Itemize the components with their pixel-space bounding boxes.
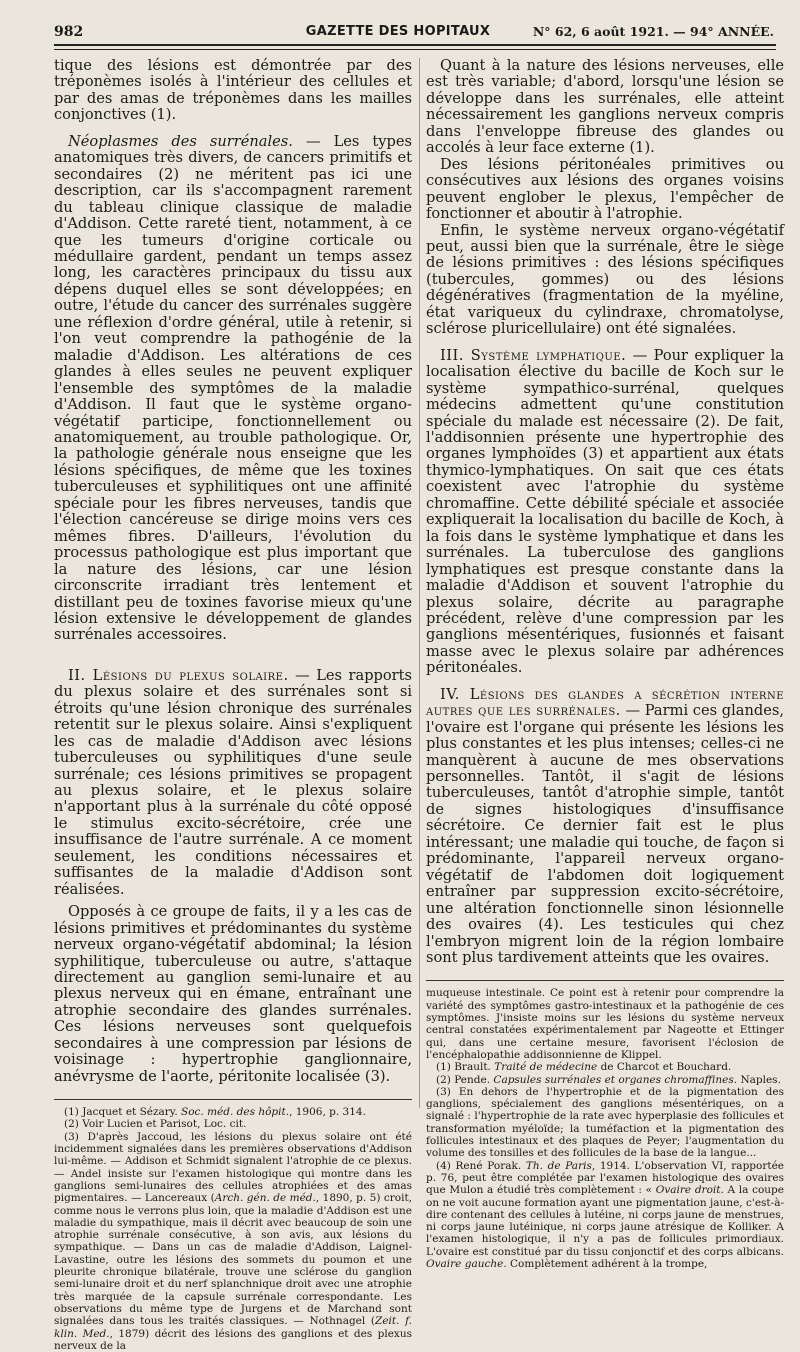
paragraph-lymphatique: [426, 348, 784, 677]
section-title: III. Système lymphatique.: [440, 346, 627, 364]
paragraph-neoplasmes: [54, 134, 412, 644]
footnote-text: de Charcot et Bouchard.: [597, 1061, 732, 1074]
paragraph: Quant à la nature des lésions nerveuses, elle est très variable; d'abord, lorsqu'une lésion se développe dans les surrénales, elle atteint nécessairement les ganglions nerveux compris dans l'enveloppe fibreuse des glandes ou accolés à leur face externe (1).: [426, 57, 784, 157]
footnote-text: Complètement adhérent à la trompe,: [506, 1258, 708, 1270]
footnote-text: A la coupe on ne voit aucune formation ayant une pigmentation jaune, c'est-à-dire contenant des cellules à lutéine, ni corps jaune de menstrues, ni corps jaune lutéinique, ni corps jaune atrésique de Kolliker. A l'examen histologique, il n'y a pas de follicules primordiaux. L'ovaire est constitué par du tissu conjonctif et des corps albicans.: [426, 1184, 784, 1258]
section-title: Néoplasmes des surrénales.: [68, 132, 293, 150]
footnote-4: [426, 1160, 784, 1271]
footnote-citation: Th. de Paris: [525, 1159, 592, 1172]
footnote-continuation: muqueuse intestinale. Ce point est à retenir pour comprendre la variété des symptômes gastro-intestinaux et la pathogénie de ces symptômes. J'insiste moins sur les lésions du système nerveux central constatées expérimentalement par Nageotte et Ettinger qui, dans une certaine mesure, favorisent l'éclosion de l'encéphalopathie addisonnienne de Klippel.: [426, 987, 784, 1061]
footnote-rule: [426, 980, 784, 981]
section-title: IV. Lésions des glandes a sécrétion interne autres que les surrénales.: [426, 685, 784, 720]
footnote-citation: Ovaire gauche.: [426, 1258, 507, 1270]
footnote-text: . Naples.: [733, 1073, 781, 1086]
column-divider: [419, 58, 420, 1108]
section-title: II. Lésions du plexus solaire.: [68, 666, 289, 684]
paragraph: tique des lésions est démontrée par des tréponèmes isolés à l'intérieur des cellules et par des amas de tréponèmes dans les mailles conjonctives (1).: [54, 57, 412, 124]
paragraph-plexus: [54, 668, 412, 898]
footnote-3: [54, 1131, 412, 1352]
journal-title: GAZETTE DES HOPITAUX: [305, 24, 491, 39]
paragraph-text: — Parmi ces glandes, l'ovaire est l'organe qui présente les lésions les plus constantes et les plus intenses; celles-ci ne manquèrent à aucune de mes observations personnelles. Tantôt, il s'agit de lésions tuberculeuses, tantôt d'atrophie simple, tantôt de signes histologiques d'insuffisance sécrétoire. Ce dernier fait est le plus intéressant; une maladie qui touche, de façon si prédominante, l'appareil nerveux organo-végétatif de l'abdomen doit logiquement entraîner par suppression excito-sécrétoire, une altération fonctionnelle sinon lésionnelle des ovaires (4). Les testicules qui chez l'embryon migrent loin de la région lombaire sont plus tardivement atteints que les ovaires.: [426, 702, 785, 967]
footnote-citation: Ovaire droit.: [655, 1184, 724, 1197]
footnote-citation: Capsules surrénales et organes chromaffines: [493, 1073, 734, 1086]
footnote-1: [426, 1061, 784, 1073]
footnote-text: (2) Pende.: [436, 1073, 494, 1086]
page-number: 982: [54, 24, 84, 40]
right-column: [426, 57, 785, 1270]
footnote-text: (3) D'après Jaccoud, les lésions du plexus solaire ont été incidemment signalées dans les premières observations d'Addison lui-même. — Addison et Schmidt signalent l'atrophie de ce plexus. — Andel insiste sur l'examen histologique qui montre dans les ganglions semi-lunaires des cellules atrophiées et des amas pigmentaires. — Lancereaux (: [54, 1130, 412, 1205]
footnote-text: , 1890, p. 5) croit, comme nous le verrons plus loin, que la maladie d'Addison est une maladie du sympathique, mais il décrit avec beaucoup de soin une atrophie surrénale consécutive, à son avis, aux lésions du sympathique. — Dans un cas de maladie d'Addison, Laignel-Lavastine, outre les lésions des sommets du poumon et une pleurite chronique bilatérale, trouve une sclérose du ganglion semi-lunaire droit et du nerf splanchnique droit avec une atrophie très marquée de la capsule surrénale correspondante. Les observations du même type de Jurgens et de Marchand sont signalées dans tous les traités classiques. — Nothnagel (: [54, 1192, 412, 1328]
footnote-text: , 1914. L'observation VI, rapportée p. 76, peut être complétée par l'examen histologique des ovaires que Mulon a étudié très complètement : «: [426, 1159, 784, 1197]
spacer: [54, 644, 412, 668]
left-column: [54, 57, 412, 1352]
footnote-2: [426, 1074, 784, 1086]
paragraph: Enfin, le système nerveux organo-végétatif peut, aussi bien que la surrénale, être le siège de lésions primitives : des lésions spécifiques (tubercules, gommes) ou des lésions dégénératives (fragmentation de la myéline, état variqueux du cylindraxe, chromatolyse, sclérose pluricellulaire) ont été signalées.: [426, 221, 784, 338]
footnote-3: (3) En dehors de l'hypertrophie et de la pigmentation des ganglions, spécialement des ganglions mésentériques, on a signalé : l'hypertrophie de la rate avec hyperplasie des follicules et transformation myéloïde; la tuméfaction et la pigmentation des follicules intestinaux et des plaques de Peyer; l'augmentation du volume des tonsilles et des follicules de la base de la langue...: [426, 1085, 784, 1160]
paragraph-glandes: [426, 687, 784, 967]
header-rule-thin: [54, 49, 776, 50]
paragraph-text: — Pour expliquer la localisation élective du bacille de Koch sur le système sympathico-surrénal, quelques médecins admettent qu'une constitution spéciale du malade est nécessaire (2). De fait, l'addisonnien présente une hypertrophie des organes lymphoïdes (3) et appartient aux états thymico-lymphatiques. On sait que ces états coexistent avec l'atrophie du système chromaffine. Cette débilité spéciale et associée expliquerait la localisation du bacille de Koch, à la fois dans le système lymphatique et dans les surrénales. La tuberculose des ganglions lymphatiques est presque constante dans la maladie d'Addison et souvent l'atrophie du plexus solaire, décrite au paragraphe précédent, relève d'une compression par les ganglions mésentériques, fusionnés et faisant masse avec le plexus solaire par adhérences péritonéales.: [426, 346, 784, 677]
footnote-1: [54, 1106, 412, 1118]
footnote-citation: Soc. méd. des hôpit.: [181, 1106, 290, 1119]
issue-info: N° 62, 6 août 1921. — 94° ANNÉE.: [532, 24, 774, 39]
footnote-text: , 1879) décrit des lésions des ganglions et des plexus nerveux de la: [54, 1327, 412, 1352]
footnote-2: (2) Voir Lucien et Parisot, Loc. cit.: [64, 1118, 247, 1131]
paragraph: Opposés à ce groupe de faits, il y a les cas de lésions primitives et prédominantes du système nerveux organo-végétatif abdominal; la lésion syphilitique, tuberculeuse ou autre, s'attaque directement au ganglion semi-lunaire et au plexus nerveux qui en émane, entraînant une atrophie secondaire des glandes surrénales. Ces lésions nerveuses sont quelquefois secondaires à une compression par lésions de voisinage : hypertrophie ganglionnaire, anévrysme de l'aorte, péritonite localisée (3).: [54, 903, 412, 1085]
footnotes-left: [54, 1106, 412, 1352]
paragraph-text: — Les types anatomiques très divers, de cancers primitifs et secondaires (2) ne méritent pas ici une description, car ils s'accompagnent rarement du tableau clinique classique de maladie d'Addison. Cette rareté tient, notamment, à ce que les tumeurs d'origine corticale ou médullaire gardent, pendant un temps assez long, les caractères principaux du tissu aux dépens duquel elles se sont développées; en outre, l'étude du cancer des surrénales suggère une réflexion d'ordre général, utile à retenir, si l'on veut comprendre la pathogénie de la maladie d'Addison. Les altérations de ces glandes à elles seules ne peuvent expliquer l'ensemble des symptômes de la maladie d'Addison. Il faut que le système organo-végétatif participe, fonctionnellement ou anatomiquement, au trouble pathologique. Or, la pathologie générale nous enseigne que les lésions spécifiques, de même que les toxines tuberculeuses et syphilitiques ont une affinité spéciale pour les fibres nerveuses, tandis que l'élection cancéreuse se dirige moins vers ces mêmes fibres. D'ailleurs, l'évolution du processus pathologique est plus important que la nature des lésions, car une lésion circonscrite irradiant très lentement et distillant peu de toxines favorise mieux qu'une lésion extensive le développement de glandes surrénales accessoires.: [54, 132, 412, 644]
footnote-text: (1) Jacquet et Sézary.: [64, 1106, 182, 1119]
footnote-citation: Traité de médecine: [494, 1061, 598, 1074]
footnote-text: (1) Brault.: [436, 1061, 495, 1074]
footnote-citation: Arch. gén. de méd.: [214, 1192, 316, 1205]
footnotes-right: [426, 987, 784, 1270]
paragraph: Des lésions péritonéales primitives ou consécutives aux lésions des organes voisins peuvent englober le plexus, l'empêcher de fonctionner et aboutir à l'atrophie.: [426, 155, 784, 223]
header-rule: [54, 44, 776, 46]
footnote-text: , 1906, p. 314.: [289, 1106, 366, 1119]
footnote-citation: Zeit. f. klin. Med.: [54, 1315, 412, 1340]
footnote-rule: [54, 1099, 412, 1100]
footnote-text: (4) René Porak.: [436, 1159, 526, 1172]
paragraph-text: — Les rapports du plexus solaire et des surrénales sont si étroits qu'une lésion chronique des surrénales retentit sur le plexus solaire. Ainsi s'expliquent les cas de maladie d'Addison avec lésions tuberculeuses ou syphilitiques d'une seule surrénale; ces lésions primitives se propagent au plexus solaire, et le plexus solaire n'apportant plus à la surrénale du côté opposé le stimulus excito-sécrétoire, crée une insuffisance de l'autre surrénale. A ce moment seulement, les conditions nécessaires et suffisantes de la maladie d'Addison sont réalisées.: [54, 666, 412, 898]
